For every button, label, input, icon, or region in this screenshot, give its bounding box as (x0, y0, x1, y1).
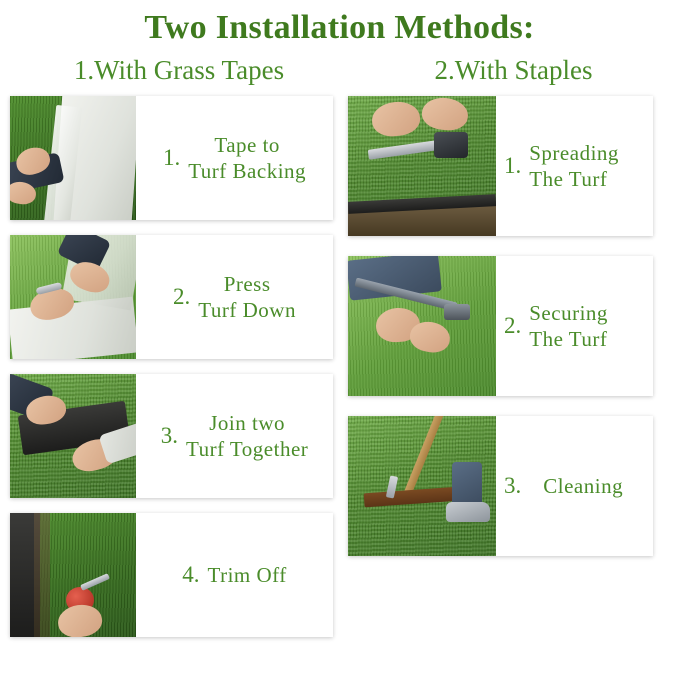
steps-list-staples (348, 96, 679, 576)
step-label: Securing The Turf (529, 300, 608, 352)
step-card (348, 256, 653, 396)
step-card (348, 96, 653, 236)
step-number: 1. (504, 153, 522, 179)
step-caption (136, 96, 333, 220)
step-number: 3. (160, 423, 178, 449)
step-card (10, 96, 333, 220)
step-card (10, 513, 333, 637)
step-label: Trim Off (207, 562, 287, 587)
step-number: 1. (162, 145, 181, 171)
column-heading-grass-tapes: 1.With Grass Tapes (73, 55, 285, 86)
step-caption (136, 235, 333, 359)
step-caption (136, 374, 333, 498)
step-label: Spreading The Turf (529, 140, 619, 192)
step-card (10, 374, 333, 498)
press-turf-down-photo (10, 235, 136, 359)
step-card (348, 416, 653, 556)
tape-to-turf-backing-photo (10, 96, 136, 220)
step-number: 2. (504, 313, 522, 339)
step-caption (136, 513, 333, 637)
method-column-staples (348, 47, 679, 652)
step-caption (496, 256, 653, 396)
step-card (10, 235, 333, 359)
step-label: Cleaning (543, 473, 624, 498)
method-column-grass-tapes (0, 47, 348, 652)
step-label: Tape to Turf Backing (188, 132, 307, 184)
join-two-turf-together-photo (10, 374, 136, 498)
steps-list-grass-tapes (10, 96, 348, 652)
spreading-the-turf-photo (348, 96, 496, 236)
step-label: Press Turf Down (198, 271, 296, 323)
step-number: 3. (504, 473, 522, 499)
step-caption (496, 416, 653, 556)
securing-the-turf-photo (348, 256, 496, 396)
step-number: 4. (182, 562, 200, 588)
column-heading-staples: 2.With Staples (434, 55, 593, 86)
trim-off-photo (10, 513, 136, 637)
step-number: 2. (173, 284, 191, 310)
step-label: Join two Turf Together (185, 410, 309, 462)
page-title: Two Installation Methods: (144, 9, 535, 46)
step-caption (496, 96, 653, 236)
cleaning-photo (348, 416, 496, 556)
methods-columns (0, 47, 679, 652)
